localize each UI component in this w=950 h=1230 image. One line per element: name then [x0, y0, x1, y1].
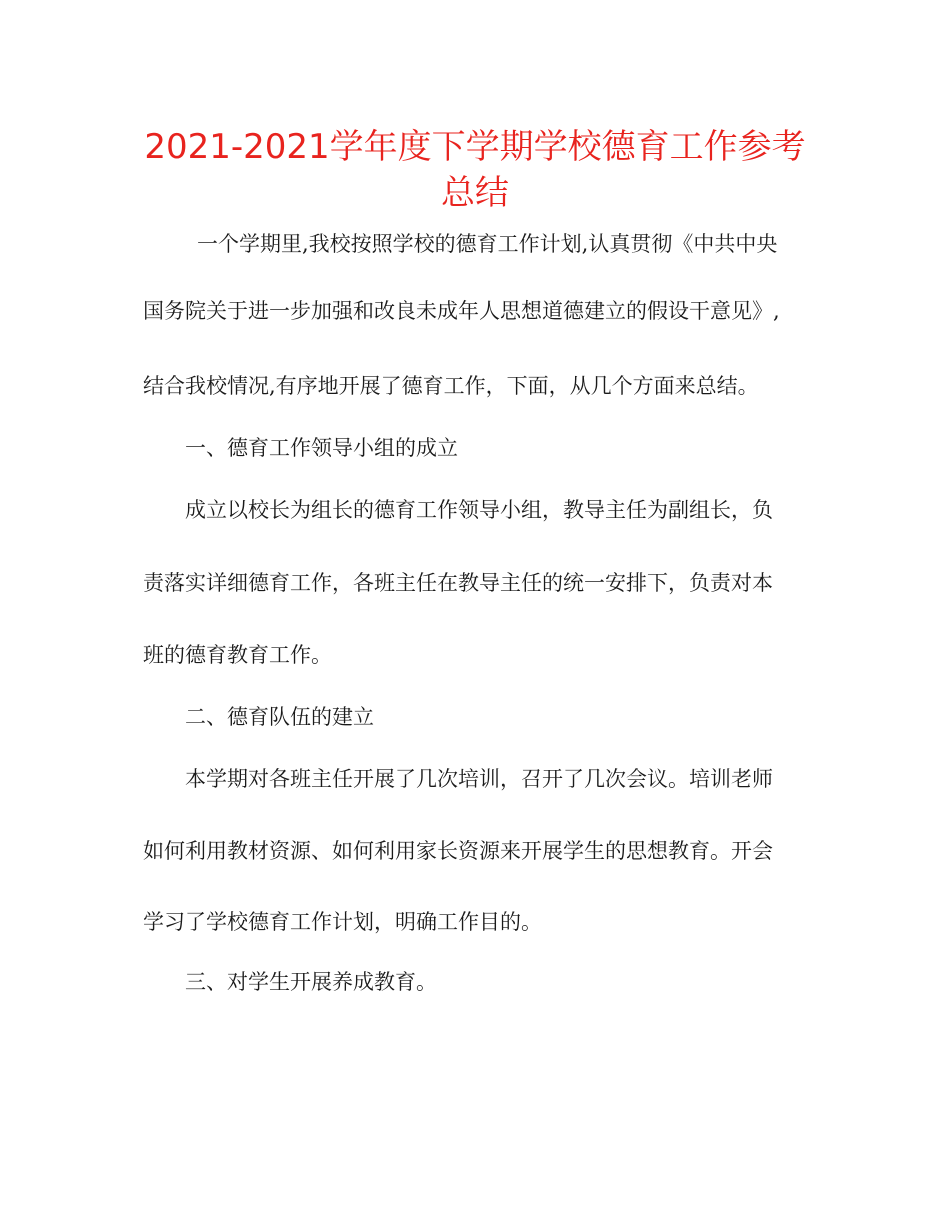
document-title: 2021-2021学年度下学期学校德育工作参考总结: [144, 127, 806, 213]
intro-line-1: 一个学期里,我校按照学校的德育工作计划,认真贯彻《中共中央: [197, 232, 778, 256]
section1-line-1: 成立以校长为组长的德育工作领导小组，教导主任为副组长，负: [185, 498, 773, 522]
section2-line-2: 如何利用教材资源、如何利用家长资源来开展学生的思想教育。开会: [143, 839, 773, 863]
section1-line-3: 班的德育教育工作。: [143, 643, 332, 667]
section2-line-3: 学习了学校德育工作计划，明确工作目的。: [143, 910, 542, 934]
section2-heading: 二、德育队伍的建立: [185, 705, 374, 729]
section2-line-1: 本学期对各班主任开展了几次培训，召开了几次会议。培训老师: [185, 767, 773, 791]
section1-line-2: 责落实详细德育工作，各班主任在教导主任的统一安排下，负责对本: [143, 571, 773, 595]
intro-line-2: 国务院关于进一步加强和改良未成年人思想道德建立的假设干意见》,: [143, 299, 780, 323]
intro-line-3: 结合我校情况,有序地开展了德育工作，下面，从几个方面来总结。: [143, 374, 759, 398]
section3-heading: 三、对学生开展养成教育。: [185, 970, 437, 994]
section1-heading: 一、德育工作领导小组的成立: [185, 436, 458, 460]
